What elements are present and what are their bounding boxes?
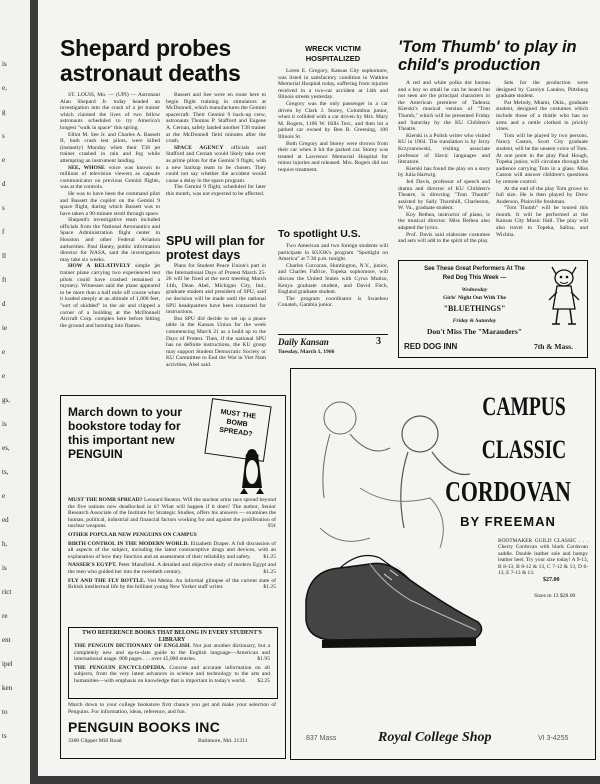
shepard-text: Bassett and See were en route here to begin flight training in simulators at McDonnell, which manufactures the Gemini spacecraft. Their Gemini 9 back-up crew, astronauts Thomas P. Stafford and Eugene A. Cernan, safely landed another T38 trainer at the McDonnell field minutes after the crash. — [166, 92, 266, 145]
thumb-paragraph — [496, 80, 588, 100]
shepard-paragraph — [166, 184, 266, 197]
spu-paragraph — [166, 316, 266, 369]
penguin-ref-item-text: Concise and accurate information on all subjects, from the very latest advances in science and technology to the arts and humanities—with emphasis on knowledge that is important in today's world. — [74, 664, 270, 684]
spotlight-text: The program coordinator is Swaebou Conateh, Gambia junior. — [278, 295, 388, 309]
thumb-text: Tom will be played by two persons, Nancy Caston, Scott City graduate student, will be the unseen voice of Tom. At one point in the play Paul Hough, Topeka junior, will circulate through the audience carrying Tom in a glass. Miss Caston will answer children's questions by remote control. — [496, 132, 588, 185]
penguin-footer: March down to your college bookstore first chance you get and make your selection of Penguins. For information, ideas, reference, and fun. — [68, 702, 276, 715]
spu-text: But SPU did decide to set up a peace table in the Kansas Union for the week commencing March 21 as a build up to the Days of Protest. Then, if the national SPU has no definite instructions, the KU group may support Student Democratic Society or KU Committee to End the War in Viet Nam activities, Abel said. — [166, 315, 266, 368]
strip-fragment: re — [2, 612, 8, 620]
strip-fragment: d — [2, 180, 6, 188]
penguin-item-text: Ved Mehta. An informal glimpse of the current state of British intellectual life by the brilliant young New Yorker staff writer. — [68, 577, 277, 591]
strip-fragment: ipel — [2, 660, 13, 668]
cordovan-desc: BOOTMAKER GUILD CLASSIC . . . Cherry Cordovan with black Cordovan saddle. Double leather sole and bumpy leather heel. Try your size today! A 9-13, B 8-13, B 8-12 & 13, C 7-12 & 13, D 6-13, E 7-13 & 13. — [498, 538, 588, 577]
spotlight-paragraph — [278, 296, 388, 309]
spotlight-paragraph — [278, 243, 388, 263]
shepard-paragraph — [166, 92, 266, 145]
strip-fragment: h, — [2, 540, 8, 548]
reddog-band1: "BLUETHINGS" — [443, 304, 506, 313]
strip-fragment: f — [2, 228, 5, 236]
strip-fragment: e, — [2, 84, 7, 92]
penguin-brand: PENGUIN BOOKS INC — [68, 719, 221, 735]
cordovan-address: 837 Mass — [306, 735, 337, 742]
spu-column-1 — [166, 263, 266, 369]
penguin-item-title: NASSER'S EGYPT. — [68, 562, 117, 569]
penguin-item — [68, 541, 276, 561]
wreck-paragraph — [278, 68, 388, 101]
masthead-date: Tuesday, March 1, 1966 — [278, 349, 335, 355]
reddog-title: See These Great Performers At The — [424, 266, 525, 272]
spu-headline: SPU will plan for protest days — [166, 234, 265, 262]
penguin-sign: MUST THE BOMB SPREAD? — [218, 408, 257, 439]
shepard-paragraph — [60, 132, 160, 165]
penguin-item-title: FLY AND THE FLY BOTTLE. — [68, 577, 146, 584]
shepard-column-2 — [166, 92, 266, 198]
reddog-subtitle: Red Dog This Week — — [442, 275, 507, 281]
strip-fragment: is — [2, 60, 7, 68]
penguin-ref-item — [74, 665, 270, 685]
strip-fragment: es, — [2, 444, 10, 452]
wreck-headline-2: HOSPITALIZED — [305, 54, 361, 63]
strip-fragment: gs, — [2, 396, 10, 404]
penguin-ref-item-title: THE PENGUIN ENCYCLOPEDIA. — [74, 664, 166, 671]
masthead-rule-top — [278, 334, 388, 335]
penguin-icon — [232, 448, 272, 498]
thumb-text: Kierski is a Polish writer who visited KU in 1964. The translation is by Jerzy Krzyzanowski, visiting associate professor of Slavic languages and literature. — [398, 132, 490, 166]
spotlight-body — [278, 243, 388, 309]
spotlight-headline: To spotlight U.S. — [278, 228, 361, 240]
shepard-paragraph — [60, 217, 160, 263]
strip-fragment: rict — [2, 588, 12, 596]
cordovan-line1: CAMPUS — [482, 392, 566, 421]
shepard-headline: Shepard probes astronaut deaths — [60, 35, 241, 86]
thumb-paragraph — [496, 205, 588, 238]
wreck-text: Gregory was the only passenger in a car driven by Clark J. Storey, Columbus junior, when it collided with a car driven by Mrs. Mary M. Rogers, 1106 W. Hills Terr., and then hit a parked car owned by Ben R. Greening, 106 Illinois St. — [278, 100, 388, 140]
shepard-text: officials said Stafford and Cernan would likely take over as prime pilots for the Gemini 9 flight, with a new backup team to be chosen. They could not say whether the accident would cause a delay in the space program. — [166, 144, 266, 184]
strip-fragment: s — [2, 204, 5, 212]
strip-fragment: ft — [2, 276, 7, 284]
spotlight-text: Charles Corcoran, Huntington, N.Y., junior, and Charles Fafrice, Topeka sophomore, will discuss the United States with Cyrus Mutiso, Kenya graduate student, and David Fitch, England graduate student. — [278, 262, 388, 296]
penguin-item — [68, 532, 276, 539]
spu-text: Plans for Student Peace Union's part in the International Days of Protest March 25-26 will be fixed at the next meeting March 14th, Dean Abel, Michigan City, Ind., graduate student and president of SPU, said no decision will be made until the national SPU headquarters have been contacted for instructions. — [166, 263, 266, 316]
shepard-text: Shepard's investigative team included officials from the National Aeronautics and Space Administration flight center in Houston and other Federal Aviation authorities. Paul Haney, public information director for NASA, said the investigation may take six weeks. — [60, 217, 160, 263]
penguin-ref-item — [74, 643, 270, 663]
thumb-text: Sets for the production were designed by Carolyn Landon, Pittsburg graduate student. — [496, 80, 588, 100]
penguin-ref-item-text: Not just another dictionary, but a completely new and up-to-date guide to the English language—American and international usage. 800 pages . . . over 45,000 entries. — [74, 643, 271, 663]
wreck-headline-1: WRECK VICTIM — [305, 44, 361, 53]
shepard-lead: SPACE AGENCY — [174, 144, 224, 151]
newspaper-page — [38, 0, 600, 776]
cordovan-sizes: Sizes to 13 $28.00 — [534, 593, 576, 599]
penguin-item — [68, 562, 276, 575]
wreck-paragraph — [278, 141, 388, 174]
wreck-text: Loren E. Gregory, Kansas City sophomore, was listed in satisfactory condition in Watkins Memorial Hospital today, suffering from injuries received in a two-car accident at 14th and Illinois streets yesterday. — [278, 68, 388, 101]
thumb-column-1 — [398, 80, 490, 245]
penguin-item — [68, 578, 276, 591]
shepard-text: He was to have been the command pilot and Bassett the copilot on the Gemini 9 space flight, during which Bassett was to have taken a 90-minute stroll through space. — [60, 190, 160, 217]
reddog-day2: Friday & Saturday — [452, 318, 497, 324]
penguin-item — [68, 497, 276, 530]
strip-fragment: ent — [2, 636, 11, 644]
cordovan-line3: CORDOVAN — [445, 477, 571, 508]
thumb-headline: 'Tom Thumb' to play in child's production — [398, 38, 577, 74]
strip-fragment: to — [2, 708, 8, 716]
adjacent-page-strip — [0, 0, 30, 784]
cordovan-phone: VI 3-4255 — [538, 735, 569, 742]
penguin-item-title: OTHER POPULAR NEW PENGUINS ON CAMPUS — [68, 531, 197, 538]
penguin-item-text: Elizabeth Draper. A full discussion of all aspects of the subject, including the latest contraceptive drugs and devices, with an explanation of how they function and an assessment of their reliability and safety. — [68, 540, 276, 560]
wreck-paragraph — [278, 101, 388, 141]
shepard-text: Elliot M. See Jr. and Charles A. Bassett II, both crash test pilots, were killed (instantly) Monday when their T38 jet trainer crashed in rain and fog while attempting an instrument landing. — [60, 131, 160, 164]
strip-fragment: g — [2, 108, 6, 116]
thumb-text: Kierski has found the play on a story by Julia Hartwig. — [398, 165, 490, 179]
shepard-text: ST. LOUIS, Mo. — (UPI) — Astronaut Alan Shepard Jr. today headed an investigation into the crash of a jet trainer which claimed the lives of two fellow astronauts scheduled to try America's longest "walk in space" this spring. — [60, 92, 160, 131]
penguin-headline: March down to your bookstore today for this important new PENGUIN — [68, 405, 182, 461]
red-dog-icon — [546, 264, 582, 330]
shepard-lead: SEE, WHOSE — [68, 164, 105, 171]
penguin-item-title: BIRTH CONTROL IN THE MODERN WORLD. — [68, 540, 189, 547]
strip-fragment: ken — [2, 684, 13, 692]
shepard-paragraph — [60, 92, 160, 132]
thumb-paragraph — [398, 232, 490, 245]
strip-fragment: e — [2, 156, 6, 164]
strip-fragment: e — [2, 348, 6, 356]
penguin-refs — [74, 643, 270, 687]
shepard-text: voice was known to millions of television viewers as capsule communicator on previous Gemini flights, was at the controls. — [60, 164, 160, 191]
penguin-item-text: Peter Mansfield. A detailed and objective study of modern Egypt and the men who guided her into the twentieth century. — [68, 562, 277, 575]
strip-fragment: is — [2, 564, 7, 572]
penguin-ref-item-title: THE PENGUIN DICTIONARY OF ENGLISH. — [74, 643, 191, 649]
thumb-text: Koy Bethea, instructor of piano, is the musical director. Miss Bethea also adapted the lyrics. — [398, 211, 490, 232]
spu-paragraph — [166, 263, 266, 316]
thumb-text: Jed Davis, professor of speech and drama and director of KU Children's Theatre, is directing "Tom Thumb" assisted by Sally Thornhill, Charleston, W. Va., graduate student. — [398, 178, 490, 212]
strip-fragment: ie — [2, 324, 8, 332]
thumb-paragraph — [398, 166, 490, 179]
penguin-item-price: $1.25 — [263, 553, 276, 560]
penguin-items — [68, 497, 276, 593]
strip-fragment: ts — [2, 732, 7, 740]
penguin-ref-item-price: $1.95 — [257, 656, 270, 663]
shepard-paragraph — [166, 145, 266, 185]
shepard-text: simple jet trainer plane carrying two experienced test pilots could have crashed remained a mystery. Witnesses said the plane appeared to be more than a half mile off course when it loaded steeply at an altitude of 1,000 feet, "sort of skidded" in the air and clipped a corner of a building at the McDonnell Aircraft Corp. complex here before hitting the ground and bursting into flames. — [60, 263, 160, 329]
strip-fragment: e — [2, 372, 6, 380]
wreck-text: Both Gregory and Storey were thrown from their car when it hit the parked car. Storey was treated at Lawrence Memorial Hospital for minor injuries and released. Mrs. Rogers did not require treatment. — [278, 140, 388, 173]
strip-fragment: ts, — [2, 468, 9, 476]
strip-fragment: ll — [2, 252, 6, 260]
reddog-day1: Wednesday — [461, 287, 488, 293]
thumb-paragraph — [496, 186, 588, 206]
shepard-text: The Gemini 9 flight, scheduled for later this month, was not expected to be affected. — [166, 184, 266, 197]
thumb-paragraph — [398, 80, 490, 133]
cordovan-price: $27.00 — [543, 577, 560, 583]
spotlight-paragraph — [278, 263, 388, 296]
strip-fragment: ed — [2, 516, 9, 524]
masthead-name: Daily Kansan — [278, 337, 329, 347]
thumb-text: A red and white polka dot bureau and a boy so small he can be heard but not seen are the principal characters in the American premiere of Tadeusz Kierski's musical version of "Tom Thumb," which will be presented Friday and Saturday by the KU Children's Theatre. — [398, 80, 490, 133]
penguin-addr1: 3300 Clipper Mill Road — [68, 738, 122, 744]
thumb-text: Prof. Davis said elaborate costumes and sets will add to the spirit of the play. — [398, 231, 490, 245]
shepard-paragraph — [60, 165, 160, 191]
reddog-line1: Girls' Night Out With The — [442, 295, 507, 301]
penguin-ref-header: TWO REFERENCE BOOKS THAT BELONG IN EVERY STUDENT'S LIBRARY — [82, 630, 262, 643]
penguin-item-text: Leonard Beaton. Will the nuclear arms race spread beyond the five nations now deadlocked in it? What will happen if it does? The author, Senior Research Associate of the Institute for Strategic Studies, offers his answers — examines the human, political, industrial and financial factors working for and against the proliferation of nuclear weapons. — [68, 497, 276, 530]
spotlight-text: Two American and two foreign students will participate in KUOK's program "Spotlight on America" at 7:30 p.m. tonight. — [278, 243, 388, 263]
thumb-paragraph — [496, 100, 588, 133]
reddog-band2: Don't Miss The "Marauders" — [426, 327, 523, 336]
thumb-column-2 — [496, 80, 588, 238]
strip-fragment: s — [2, 132, 5, 140]
thumb-text: Pat Melody, Miami, Okla., graduate student, designed the costumes which include those of a thistle who has no arms and a nettle clothed in prickly vines. — [496, 99, 588, 133]
wreck-body — [278, 68, 388, 174]
strip-fragment: is — [2, 420, 7, 428]
penguin-item-price: $1.25 — [263, 568, 276, 575]
masthead-page: 3 — [376, 336, 381, 347]
reddog-name: RED DOG INN — [404, 342, 458, 351]
thumb-paragraph — [398, 212, 490, 232]
shoe-icon — [300, 530, 490, 660]
shepard-paragraph — [60, 263, 160, 329]
shepard-paragraph — [60, 191, 160, 217]
penguin-addr2: Baltimore, Md. 21211 — [198, 738, 248, 744]
cordovan-line4: BY FREEMAN — [460, 514, 556, 529]
cordovan-shop: Royal College Shop — [378, 730, 492, 745]
thumb-paragraph — [496, 133, 588, 186]
thumb-paragraph — [398, 133, 490, 166]
thumb-text: "Tom Thumb" will be toured this month. It will be performed at the Kansas City Music Hall. The play will also travel to Topeka, Salina, and Wichita. — [496, 205, 588, 238]
thumb-paragraph — [398, 179, 490, 212]
shepard-lead: HOW A RELATIVELY — [68, 263, 131, 270]
cordovan-line2: CLASSIC — [481, 435, 567, 464]
penguin-ref-item-price: $2.25 — [257, 677, 270, 684]
thumb-text: At the end of the play Tom grows to full size. He is then played by Drew Anderson, Plainville freshman. — [496, 185, 588, 205]
reddog-address: 7th & Mass. — [534, 342, 573, 351]
penguin-item-price: $1.25 — [263, 584, 276, 591]
shepard-column-1 — [60, 92, 160, 329]
strip-fragment: d — [2, 300, 6, 308]
strip-fragment: e — [2, 492, 6, 500]
penguin-item-price: 95¢ — [267, 523, 276, 530]
penguin-item-title: MUST THE BOMB SPREAD? — [68, 497, 143, 503]
